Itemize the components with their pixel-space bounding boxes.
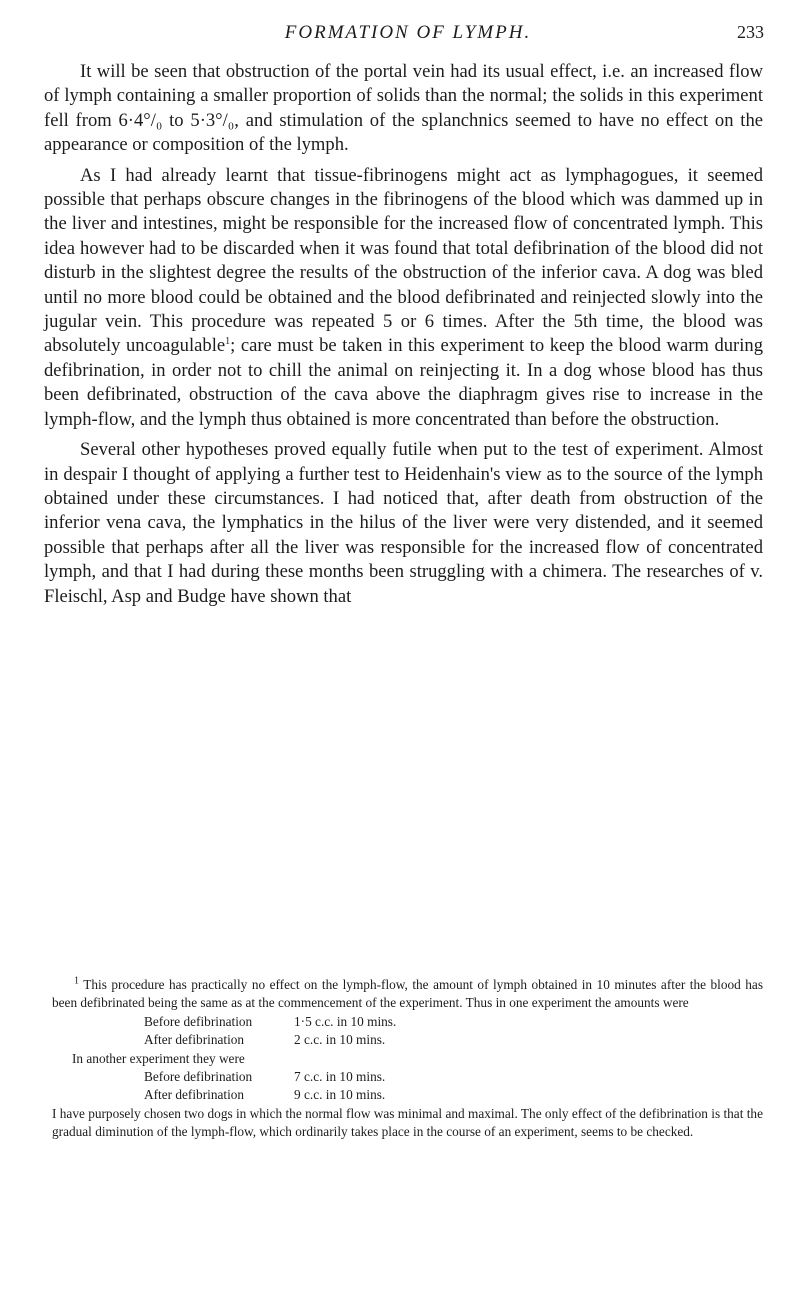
paragraph: Several other hypotheses proved equally futile when put to the test of experiment. Almost in despair I thought of applying a further test to Heidenhain's view as to the source of the lymph obtained under these circumstances. I had noticed that, after death from obstruction of the inferior vena cava, the lymphatics in the hilus of the liver were very distended, and it seemed possible that perhaps after all the liver was responsible for the increased flow of concentrated lymph, and that I had during these months been struggling with a chimera. The researches of v. Fleischl, Asp and Budge have shown that: [44, 439, 763, 607]
measurement-label: Before defibrination: [144, 1069, 253, 1085]
footnote: [52, 976, 763, 1142]
footnote-reference[interactable]: 1: [225, 336, 231, 348]
page-header: [112, 22, 764, 50]
page-number: 233: [737, 22, 764, 42]
measurement-value: 9 c.c. in 10 mins.: [294, 1087, 386, 1103]
measurement-row: [52, 1068, 763, 1086]
paragraph-text: As I had already learnt that tissue-fibrinogens might act as lymphagogues, it seemed possible that perhaps obscure changes in the fibrinogens of the blood which was dammed up in the liver and intestines, might be responsible for the increased flow of concentrated lymph. This idea however had to be discarded when it was found that total defibrination of the blood did not disturb in the slightest degree the results of the obstruction of the inferior cava. A dog was bled until no more blood could be obtained and the blood defibrinated and reinjected slowly into the jugular vein. This procedure was repeated 5 or 6 times. After the 5th time, the blood was absolutely uncoagulable: [44, 164, 763, 357]
paragraph: [44, 164, 763, 432]
measurement-value: 7 c.c. in 10 mins.: [294, 1069, 386, 1085]
footnote-text: In another experiment they were: [72, 1050, 245, 1066]
paragraph: It will be seen that obstruction of the portal vein had its usual effect, i.e. an increased flow of lymph containing a smaller proportion of solids than the normal; the solids in this experiment fell from 6·4°/₀ to 5·3°/₀, and stimulation of the splanchnics seemed to have no effect on the appearance or composition of the lymph.: [44, 61, 763, 156]
measurement-label: Before defibrination: [144, 1013, 253, 1029]
footnote-text: $^1$ This procedure has practically no effect on the lymph-flow, the amount of lymph obtained in 10 minutes after the blood has been defibrinated being the same as at the commencement of the experiment. Thus in one experiment the amounts were: [52, 975, 763, 1011]
footnote-marker: 1: [74, 975, 79, 987]
measurement-row: [52, 1013, 763, 1031]
measurement-value: 2 c.c. in 10 mins.: [294, 1032, 386, 1048]
body-text: [44, 60, 763, 609]
measurement-row: [52, 1086, 763, 1104]
measurement-row: [52, 1031, 763, 1049]
running-title: FORMATION OF LYMPH.: [284, 22, 532, 43]
paragraph-text: ; care must be taken in this experiment to keep the blood warm during defibrination, in order not to chill the animal on reinjecting it. In a dog whose blood has thus been defibrinated, obstruction of the cava above the diaphragm gives rise to increase in the lymph-flow, and the lymph thus obtained is more concentrated than before the obstruction.: [44, 335, 764, 430]
footnote-text: I have purposely chosen two dogs in which the normal flow was minimal and maximal. The only effect of the defibrination is that the gradual diminution of the lymph-flow, which ordinarily takes place in the course of an experiment, seems to be checked.: [52, 1105, 763, 1140]
measurement-label: After defibrination: [144, 1032, 245, 1048]
measurement-value: 1·5 c.c. in 10 mins.: [294, 1013, 397, 1029]
measurement-label: After defibrination: [144, 1087, 245, 1103]
